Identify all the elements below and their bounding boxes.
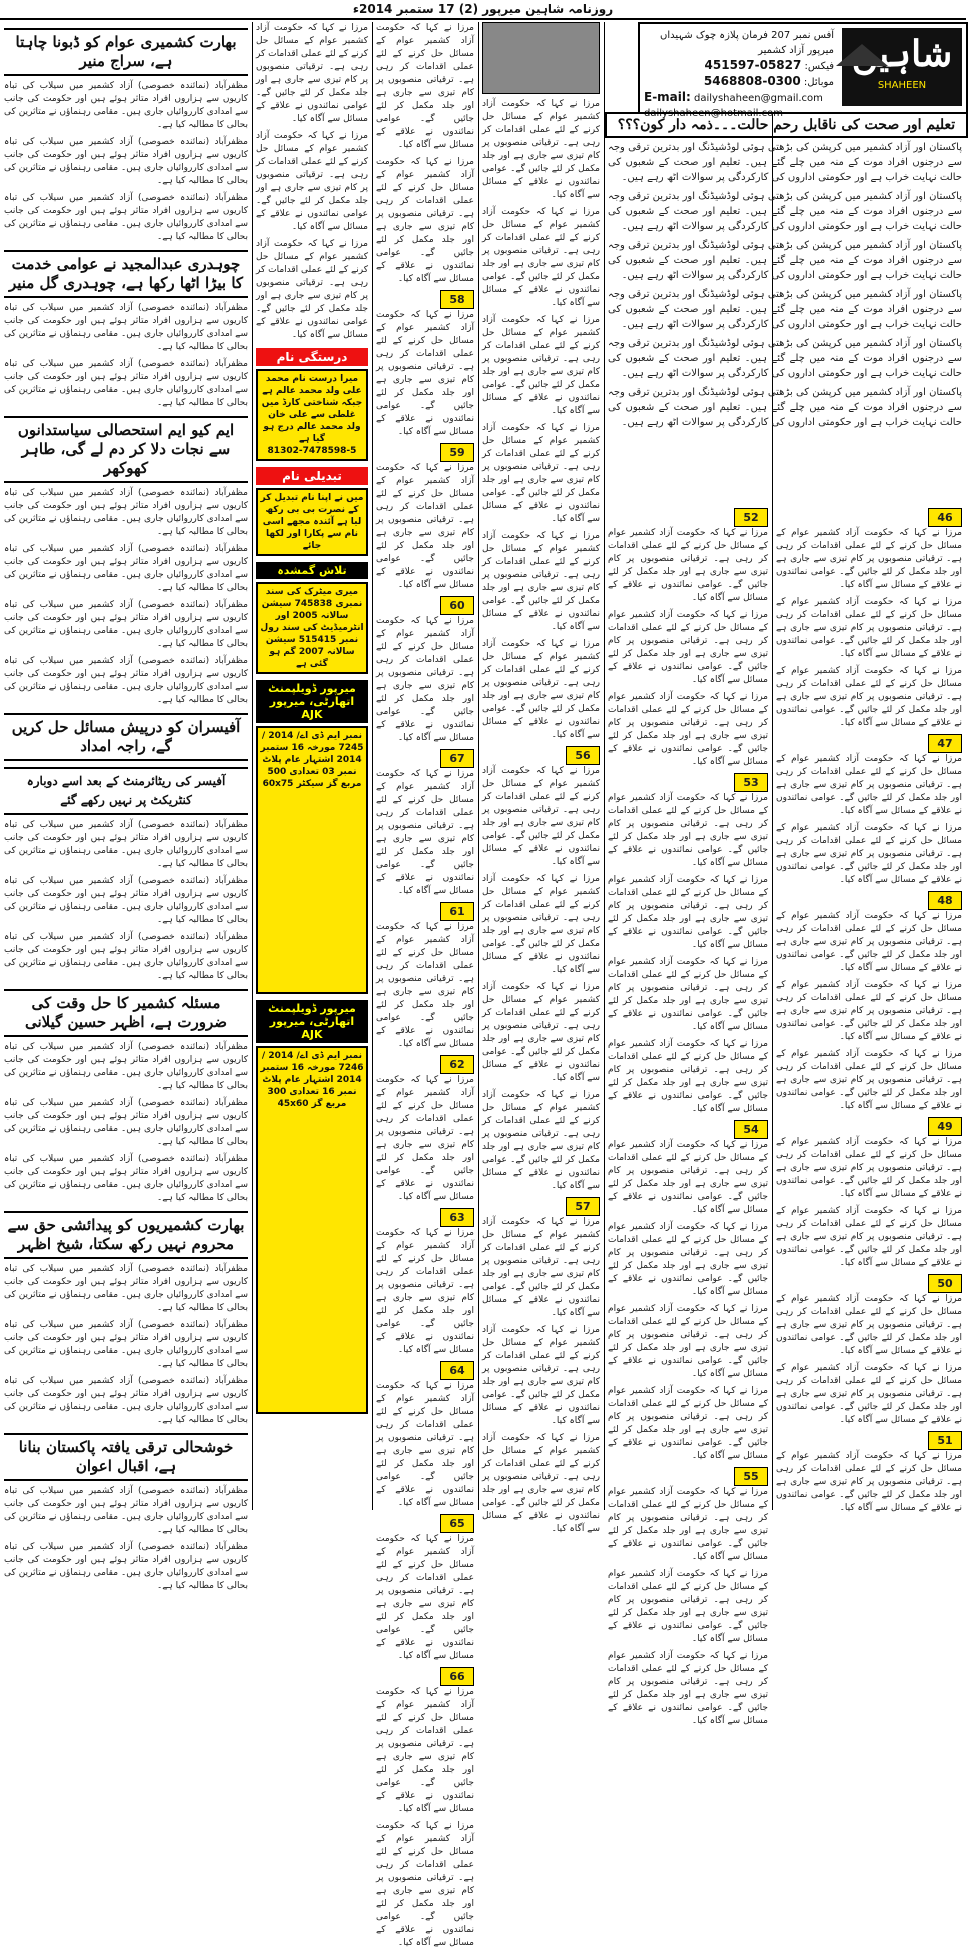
headline: آفیسر کی ریٹائرمنٹ کے بعد اسے دوبارہ کنٹریکٹ پر نہیں رکھے گئے: [4, 767, 248, 815]
article-body: مظفرآباد (نمائندہ خصوصی) آزاد کشمیر میں سیلاب کی تباہ کاریوں سے ہزاروں افراد متاثر ہوئے ہیں اور حکومت کی جانب سے امدادی کارروائیاں جاری ہیں۔ مقامی رہنماؤں نے متاثرین کی بحالی کا مطالبہ کیا ہے۔ مظفرآباد (نمائندہ خصوصی) آزاد کشمیر میں سیلاب کی تباہ کاریوں سے ہزاروں افراد متاثر ہوئے ہیں اور حکومت کی جانب سے امدادی کارروائیاں جاری ہیں۔ مقامی رہنماؤں نے متاثرین کی بحالی کا مطالبہ کیا ہے۔ مظفرآباد (نمائندہ خصوصی) آزاد کشمیر میں سیلاب کی تباہ کاریوں سے ہزاروں افراد متاثر ہوئے ہیں اور حکومت کی جانب سے امدادی کارروائیاں جاری ہیں۔ مقامی رہنماؤں نے متاثرین کی بحالی کا مطالبہ کیا ہے۔: [4, 81, 248, 242]
email-address[interactable]: dailyshaheen@hotmail.com: [644, 108, 783, 119]
article-body: مرزا نے کہا کہ حکومت آزاد کشمیر عوام کے مسائل حل کرنے کے لئے عملی اقدامات کر رہی ہے۔ ترقیاتی منصوبوں پر کام تیزی سے جاری ہے اور جلد مکمل کر لئے جائیں گے۔ عوامی نمائندوں نے علاقے کے مسائل سے آگاہ کیا۔ مرزا نے کہا کہ حکومت آزاد کشمیر عوام کے مسائل حل کرنے کے لئے عملی اقدامات کر رہی ہے۔ ترقیاتی منصوبوں پر کام تیزی سے جاری ہے اور جلد مکمل کر لئے جائیں گے۔ عوامی نمائندوں نے علاقے کے مسائل سے آگاہ کیا۔ 58 مرزا نے کہا کہ حکومت آزاد کشمیر عوام کے مسائل حل کرنے کے لئے عملی اقدامات کر رہی ہے۔ ترقیاتی منصوبوں پر کام تیزی سے جاری ہے اور جلد مکمل کر لئے جائیں گے۔ عوامی نمائندوں نے علاقے کے مسائل سے آگاہ کیا۔ 59 مرزا نے کہا کہ حکومت آزاد کشمیر عوام کے مسائل حل کرنے کے لئے عملی اقدامات کر رہی ہے۔ ترقیاتی منصوبوں پر کام تیزی سے جاری ہے اور جلد مکمل کر لئے جائیں گے۔ عوامی نمائندوں نے علاقے کے مسائل سے آگاہ کیا۔ 60 مرزا نے کہا کہ حکومت آزاد کشمیر عوام کے مسائل حل کرنے کے لئے عملی اقدامات کر رہی ہے۔ ترقیاتی منصوبوں پر کام تیزی سے جاری ہے اور جلد مکمل کر لئے جائیں گے۔ عوامی نمائندوں نے علاقے کے مسائل سے آگاہ کیا۔ 67 مرزا نے کہا کہ حکومت آزاد کشمیر عوام کے مسائل حل کرنے کے لئے عملی اقدامات کر رہی ہے۔ ترقیاتی منصوبوں پر کام تیزی سے جاری ہے اور جلد مکمل کر لئے جائیں گے۔ عوامی نمائندوں نے علاقے کے مسائل سے آگاہ کیا۔ 61 مرزا نے کہا کہ حکومت آزاد کشمیر عوام کے مسائل حل کرنے کے لئے عملی اقدامات کر رہی ہے۔ ترقیاتی منصوبوں پر کام تیزی سے جاری ہے اور جلد مکمل کر لئے جائیں گے۔ عوامی نمائندوں نے علاقے کے مسائل سے آگاہ کیا۔ 62 مرزا نے کہا کہ حکومت آزاد کشمیر عوام کے مسائل حل کرنے کے لئے عملی اقدامات کر رہی ہے۔ ترقیاتی منصوبوں پر کام تیزی سے جاری ہے اور جلد مکمل کر لئے جائیں گے۔ عوامی نمائندوں نے علاقے کے مسائل سے آگاہ کیا۔ 63 مرزا نے کہا کہ حکومت آزاد کشمیر عوام کے مسائل حل کرنے کے لئے عملی اقدامات کر رہی ہے۔ ترقیاتی منصوبوں پر کام تیزی سے جاری ہے اور جلد مکمل کر لئے جائیں گے۔ عوامی نمائندوں نے علاقے کے مسائل سے آگاہ کیا۔ 64 مرزا نے کہا کہ حکومت آزاد کشمیر عوام کے مسائل حل کرنے کے لئے عملی اقدامات کر رہی ہے۔ ترقیاتی منصوبوں پر کام تیزی سے جاری ہے اور جلد مکمل کر لئے جائیں گے۔ عوامی نمائندوں نے علاقے کے مسائل سے آگاہ کیا۔ 65 مرزا نے کہا کہ حکومت آزاد کشمیر عوام کے مسائل حل کرنے کے لئے عملی اقدامات کر رہی ہے۔ ترقیاتی منصوبوں پر کام تیزی سے جاری ہے اور جلد مکمل کر لئے جائیں گے۔ عوامی نمائندوں نے علاقے کے مسائل سے آگاہ کیا۔ 66 مرزا نے کہا کہ حکومت آزاد کشمیر عوام کے مسائل حل کرنے کے لئے عملی اقدامات کر رہی ہے۔ ترقیاتی منصوبوں پر کام تیزی سے جاری ہے اور جلد مکمل کر لئے جائیں گے۔ عوامی نمائندوں نے علاقے کے مسائل سے آگاہ کیا۔ مرزا نے کہا کہ حکومت آزاد کشمیر عوام کے مسائل حل کرنے کے لئے عملی اقدامات کر رہی ہے۔ ترقیاتی منصوبوں پر کام تیزی سے جاری ہے اور جلد مکمل کر لئے جائیں گے۔ عوامی نمائندوں نے علاقے کے مسائل سے آگاہ کیا۔: [376, 23, 474, 1948]
ad-title: میرپور ڈویلپمنٹ اتھارٹی، میرپور AJK: [256, 680, 368, 723]
section-tag: 47: [928, 734, 962, 753]
article-body: مظفرآباد (نمائندہ خصوصی) آزاد کشمیر میں سیلاب کی تباہ کاریوں سے ہزاروں افراد متاثر ہوئے ہیں اور حکومت کی جانب سے امدادی کارروائیاں جاری ہیں۔ مقامی رہنماؤں نے متاثرین کی بحالی کا مطالبہ کیا ہے۔ مظفرآباد (نمائندہ خصوصی) آزاد کشمیر میں سیلاب کی تباہ کاریوں سے ہزاروں افراد متاثر ہوئے ہیں اور حکومت کی جانب سے امدادی کارروائیاں جاری ہیں۔ مقامی رہنماؤں نے متاثرین کی بحالی کا مطالبہ کیا ہے۔: [4, 303, 248, 408]
mda-ad: نمبر ایم ڈی اے/ 2014 / 7246 مورخہ 16 ستمبر 2014 اشتہار عام پلاٹ نمبر 16 تعدادی 300 مربع گز 45x60: [256, 1046, 368, 1414]
section-tag: 60: [440, 596, 474, 615]
headline: چوہدری عبدالمجید نے عوامی خدمت کا بیڑا اٹھا رکھا ہے، چوہدری گل منیر: [4, 250, 248, 298]
news-column: [482, 22, 600, 1534]
article-body: 46 مرزا نے کہا کہ حکومت آزاد کشمیر عوام کے مسائل حل کرنے کے لئے عملی اقدامات کر رہی ہے۔ ترقیاتی منصوبوں پر کام تیزی سے جاری ہے اور جلد مکمل کر لئے جائیں گے۔ عوامی نمائندوں نے علاقے کے مسائل سے آگاہ کیا۔ مرزا نے کہا کہ حکومت آزاد کشمیر عوام کے مسائل حل کرنے کے لئے عملی اقدامات کر رہی ہے۔ ترقیاتی منصوبوں پر کام تیزی سے جاری ہے اور جلد مکمل کر لئے جائیں گے۔ عوامی نمائندوں نے علاقے کے مسائل سے آگاہ کیا۔ مرزا نے کہا کہ حکومت آزاد کشمیر عوام کے مسائل حل کرنے کے لئے عملی اقدامات کر رہی ہے۔ ترقیاتی منصوبوں پر کام تیزی سے جاری ہے اور جلد مکمل کر لئے جائیں گے۔ عوامی نمائندوں نے علاقے کے مسائل سے آگاہ کیا۔ 47 مرزا نے کہا کہ حکومت آزاد کشمیر عوام کے مسائل حل کرنے کے لئے عملی اقدامات کر رہی ہے۔ ترقیاتی منصوبوں پر کام تیزی سے جاری ہے اور جلد مکمل کر لئے جائیں گے۔ عوامی نمائندوں نے علاقے کے مسائل سے آگاہ کیا۔ مرزا نے کہا کہ حکومت آزاد کشمیر عوام کے مسائل حل کرنے کے لئے عملی اقدامات کر رہی ہے۔ ترقیاتی منصوبوں پر کام تیزی سے جاری ہے اور جلد مکمل کر لئے جائیں گے۔ عوامی نمائندوں نے علاقے کے مسائل سے آگاہ کیا۔ 48 مرزا نے کہا کہ حکومت آزاد کشمیر عوام کے مسائل حل کرنے کے لئے عملی اقدامات کر رہی ہے۔ ترقیاتی منصوبوں پر کام تیزی سے جاری ہے اور جلد مکمل کر لئے جائیں گے۔ عوامی نمائندوں نے علاقے کے مسائل سے آگاہ کیا۔ مرزا نے کہا کہ حکومت آزاد کشمیر عوام کے مسائل حل کرنے کے لئے عملی اقدامات کر رہی ہے۔ ترقیاتی منصوبوں پر کام تیزی سے جاری ہے اور جلد مکمل کر لئے جائیں گے۔ عوامی نمائندوں نے علاقے کے مسائل سے آگاہ کیا۔ مرزا نے کہا کہ حکومت آزاد کشمیر عوام کے مسائل حل کرنے کے لئے عملی اقدامات کر رہی ہے۔ ترقیاتی منصوبوں پر کام تیزی سے جاری ہے اور جلد مکمل کر لئے جائیں گے۔ عوامی نمائندوں نے علاقے کے مسائل سے آگاہ کیا۔ 49 مرزا نے کہا کہ حکومت آزاد کشمیر عوام کے مسائل حل کرنے کے لئے عملی اقدامات کر رہی ہے۔ ترقیاتی منصوبوں پر کام تیزی سے جاری ہے اور جلد مکمل کر لئے جائیں گے۔ عوامی نمائندوں نے علاقے کے مسائل سے آگاہ کیا۔ مرزا نے کہا کہ حکومت آزاد کشمیر عوام کے مسائل حل کرنے کے لئے عملی اقدامات کر رہی ہے۔ ترقیاتی منصوبوں پر کام تیزی سے جاری ہے اور جلد مکمل کر لئے جائیں گے۔ عوامی نمائندوں نے علاقے کے مسائل سے آگاہ کیا۔ 50 مرزا نے کہا کہ حکومت آزاد کشمیر عوام کے مسائل حل کرنے کے لئے عملی اقدامات کر رہی ہے۔ ترقیاتی منصوبوں پر کام تیزی سے جاری ہے اور جلد مکمل کر لئے جائیں گے۔ عوامی نمائندوں نے علاقے کے مسائل سے آگاہ کیا۔ مرزا نے کہا کہ حکومت آزاد کشمیر عوام کے مسائل حل کرنے کے لئے عملی اقدامات کر رہی ہے۔ ترقیاتی منصوبوں پر کام تیزی سے جاری ہے اور جلد مکمل کر لئے جائیں گے۔ عوامی نمائندوں نے علاقے کے مسائل سے آگاہ کیا۔ 51 مرزا نے کہا کہ حکومت آزاد کشمیر عوام کے مسائل حل کرنے کے لئے عملی اقدامات کر رہی ہے۔ ترقیاتی منصوبوں پر کام تیزی سے جاری ہے اور جلد مکمل کر لئے جائیں گے۔ عوامی نمائندوں نے علاقے کے مسائل سے آگاہ کیا۔: [776, 508, 962, 1515]
section-tag: 54: [734, 1120, 768, 1139]
cnic-number: 81302-7478598-5: [267, 446, 357, 456]
section-tag: 59: [440, 443, 474, 462]
news-photo: [482, 22, 600, 94]
section-tag: 61: [440, 902, 474, 921]
section-tag: 65: [440, 1514, 474, 1533]
news-column: [608, 508, 768, 1726]
masthead: [638, 22, 968, 119]
ad-title: تلاش گمشدہ: [256, 562, 368, 579]
lost-ad: میری میٹرک کی سند نمبری 745838 سیشن سالانہ 2005 اور انٹرمیڈیٹ کی سند رول نمبر 515415 سیشن سالانہ 2007 گم ہو گئی ہے: [256, 582, 368, 674]
editorial-body: پاکستان اور آزاد کشمیر میں کرپشن کی بڑھتی ہوئی لوڈشیڈنگ اور بدترین ترقی وجہ سے درجنوں افراد موت کے منہ میں چلے گئے ہیں۔ تعلیم اور صحت کے شعبوں کی حالت نہایت خراب ہے اور حکومتی اداروں کی کارکردگی پر سوالات اٹھ رہے ہیں۔ پاکستان اور آزاد کشمیر میں کرپشن کی بڑھتی ہوئی لوڈشیڈنگ اور بدترین ترقی وجہ سے درجنوں افراد موت کے منہ میں چلے گئے ہیں۔ تعلیم اور صحت کے شعبوں کی حالت نہایت خراب ہے اور حکومتی اداروں کی کارکردگی پر سوالات اٹھ رہے ہیں۔ پاکستان اور آزاد کشمیر میں کرپشن کی بڑھتی ہوئی لوڈشیڈنگ اور بدترین ترقی وجہ سے درجنوں افراد موت کے منہ میں چلے گئے ہیں۔ تعلیم اور صحت کے شعبوں کی حالت نہایت خراب ہے اور حکومتی اداروں کی کارکردگی پر سوالات اٹھ رہے ہیں۔ پاکستان اور آزاد کشمیر میں کرپشن کی بڑھتی ہوئی لوڈشیڈنگ اور بدترین ترقی وجہ سے درجنوں افراد موت کے منہ میں چلے گئے ہیں۔ تعلیم اور صحت کے شعبوں کی حالت نہایت خراب ہے اور حکومتی اداروں کی کارکردگی پر سوالات اٹھ رہے ہیں۔ پاکستان اور آزاد کشمیر میں کرپشن کی بڑھتی ہوئی لوڈشیڈنگ اور بدترین ترقی وجہ سے درجنوں افراد موت کے منہ میں چلے گئے ہیں۔ تعلیم اور صحت کے شعبوں کی حالت نہایت خراب ہے اور حکومتی اداروں کی کارکردگی پر سوالات اٹھ رہے ہیں۔ پاکستان اور آزاد کشمیر میں کرپشن کی بڑھتی ہوئی لوڈشیڈنگ اور بدترین ترقی وجہ سے درجنوں افراد موت کے منہ میں چلے گئے ہیں۔ تعلیم اور صحت کے شعبوں کی حالت نہایت خراب ہے اور حکومتی اداروں کی کارکردگی پر سوالات اٹھ رہے ہیں۔: [608, 142, 962, 428]
article-body: مظفرآباد (نمائندہ خصوصی) آزاد کشمیر میں سیلاب کی تباہ کاریوں سے ہزاروں افراد متاثر ہوئے ہیں اور حکومت کی جانب سے امدادی کارروائیاں جاری ہیں۔ مقامی رہنماؤں نے متاثرین کی بحالی کا مطالبہ کیا ہے۔ مظفرآباد (نمائندہ خصوصی) آزاد کشمیر میں سیلاب کی تباہ کاریوں سے ہزاروں افراد متاثر ہوئے ہیں اور حکومت کی جانب سے امدادی کارروائیاں جاری ہیں۔ مقامی رہنماؤں نے متاثرین کی بحالی کا مطالبہ کیا ہے۔ مظفرآباد (نمائندہ خصوصی) آزاد کشمیر میں سیلاب کی تباہ کاریوں سے ہزاروں افراد متاثر ہوئے ہیں اور حکومت کی جانب سے امدادی کارروائیاں جاری ہیں۔ مقامی رہنماؤں نے متاثرین کی بحالی کا مطالبہ کیا ہے۔: [4, 1264, 248, 1425]
section-tag: 63: [440, 1208, 474, 1227]
headline: مسئلہ کشمیر کا حل وقت کی ضرورت ہے، اظہر حسین گیلانی: [4, 989, 248, 1037]
email-address[interactable]: dailyshaheen@gmail.com: [694, 93, 823, 104]
section-tag: 57: [566, 1197, 600, 1216]
article-body: مظفرآباد (نمائندہ خصوصی) آزاد کشمیر میں سیلاب کی تباہ کاریوں سے ہزاروں افراد متاثر ہوئے ہیں اور حکومت کی جانب سے امدادی کارروائیاں جاری ہیں۔ مقامی رہنماؤں نے متاثرین کی بحالی کا مطالبہ کیا ہے۔ مظفرآباد (نمائندہ خصوصی) آزاد کشمیر میں سیلاب کی تباہ کاریوں سے ہزاروں افراد متاثر ہوئے ہیں اور حکومت کی جانب سے امدادی کارروائیاں جاری ہیں۔ مقامی رہنماؤں نے متاثرین کی بحالی کا مطالبہ کیا ہے۔ مظفرآباد (نمائندہ خصوصی) آزاد کشمیر میں سیلاب کی تباہ کاریوں سے ہزاروں افراد متاثر ہوئے ہیں اور حکومت کی جانب سے امدادی کارروائیاں جاری ہیں۔ مقامی رہنماؤں نے متاثرین کی بحالی کا مطالبہ کیا ہے۔ مظفرآباد (نمائندہ خصوصی) آزاد کشمیر میں سیلاب کی تباہ کاریوں سے ہزاروں افراد متاثر ہوئے ہیں اور حکومت کی جانب سے امدادی کارروائیاں جاری ہیں۔ مقامی رہنماؤں نے متاثرین کی بحالی کا مطالبہ کیا ہے۔: [4, 488, 248, 705]
section-tag: 49: [928, 1117, 962, 1136]
column-divider: [478, 22, 479, 1510]
article-body: مرزا نے کہا کہ حکومت آزاد کشمیر عوام کے مسائل حل کرنے کے لئے عملی اقدامات کر رہی ہے۔ ترقیاتی منصوبوں پر کام تیزی سے جاری ہے اور جلد مکمل کر لئے جائیں گے۔ عوامی نمائندوں نے علاقے کے مسائل سے آگاہ کیا۔ مرزا نے کہا کہ حکومت آزاد کشمیر عوام کے مسائل حل کرنے کے لئے عملی اقدامات کر رہی ہے۔ ترقیاتی منصوبوں پر کام تیزی سے جاری ہے اور جلد مکمل کر لئے جائیں گے۔ عوامی نمائندوں نے علاقے کے مسائل سے آگاہ کیا۔ مرزا نے کہا کہ حکومت آزاد کشمیر عوام کے مسائل حل کرنے کے لئے عملی اقدامات کر رہی ہے۔ ترقیاتی منصوبوں پر کام تیزی سے جاری ہے اور جلد مکمل کر لئے جائیں گے۔ عوامی نمائندوں نے علاقے کے مسائل سے آگاہ کیا۔ مرزا نے کہا کہ حکومت آزاد کشمیر عوام کے مسائل حل کرنے کے لئے عملی اقدامات کر رہی ہے۔ ترقیاتی منصوبوں پر کام تیزی سے جاری ہے اور جلد مکمل کر لئے جائیں گے۔ عوامی نمائندوں نے علاقے کے مسائل سے آگاہ کیا۔ مرزا نے کہا کہ حکومت آزاد کشمیر عوام کے مسائل حل کرنے کے لئے عملی اقدامات کر رہی ہے۔ ترقیاتی منصوبوں پر کام تیزی سے جاری ہے اور جلد مکمل کر لئے جائیں گے۔ عوامی نمائندوں نے علاقے کے مسائل سے آگاہ کیا۔ مرزا نے کہا کہ حکومت آزاد کشمیر عوام کے مسائل حل کرنے کے لئے عملی اقدامات کر رہی ہے۔ ترقیاتی منصوبوں پر کام تیزی سے جاری ہے اور جلد مکمل کر لئے جائیں گے۔ عوامی نمائندوں نے علاقے کے مسائل سے آگاہ کیا۔ 56 مرزا نے کہا کہ حکومت آزاد کشمیر عوام کے مسائل حل کرنے کے لئے عملی اقدامات کر رہی ہے۔ ترقیاتی منصوبوں پر کام تیزی سے جاری ہے اور جلد مکمل کر لئے جائیں گے۔ عوامی نمائندوں نے علاقے کے مسائل سے آگاہ کیا۔ مرزا نے کہا کہ حکومت آزاد کشمیر عوام کے مسائل حل کرنے کے لئے عملی اقدامات کر رہی ہے۔ ترقیاتی منصوبوں پر کام تیزی سے جاری ہے اور جلد مکمل کر لئے جائیں گے۔ عوامی نمائندوں نے علاقے کے مسائل سے آگاہ کیا۔ مرزا نے کہا کہ حکومت آزاد کشمیر عوام کے مسائل حل کرنے کے لئے عملی اقدامات کر رہی ہے۔ ترقیاتی منصوبوں پر کام تیزی سے جاری ہے اور جلد مکمل کر لئے جائیں گے۔ عوامی نمائندوں نے علاقے کے مسائل سے آگاہ کیا۔ مرزا نے کہا کہ حکومت آزاد کشمیر عوام کے مسائل حل کرنے کے لئے عملی اقدامات کر رہی ہے۔ ترقیاتی منصوبوں پر کام تیزی سے جاری ہے اور جلد مکمل کر لئے جائیں گے۔ عوامی نمائندوں نے علاقے کے مسائل سے آگاہ کیا۔ 57 مرزا نے کہا کہ حکومت آزاد کشمیر عوام کے مسائل حل کرنے کے لئے عملی اقدامات کر رہی ہے۔ ترقیاتی منصوبوں پر کام تیزی سے جاری ہے اور جلد مکمل کر لئے جائیں گے۔ عوامی نمائندوں نے علاقے کے مسائل سے آگاہ کیا۔ مرزا نے کہا کہ حکومت آزاد کشمیر عوام کے مسائل حل کرنے کے لئے عملی اقدامات کر رہی ہے۔ ترقیاتی منصوبوں پر کام تیزی سے جاری ہے اور جلد مکمل کر لئے جائیں گے۔ عوامی نمائندوں نے علاقے کے مسائل سے آگاہ کیا۔ مرزا نے کہا کہ حکومت آزاد کشمیر عوام کے مسائل حل کرنے کے لئے عملی اقدامات کر رہی ہے۔ ترقیاتی منصوبوں پر کام تیزی سے جاری ہے اور جلد مکمل کر لئے جائیں گے۔ عوامی نمائندوں نے علاقے کے مسائل سے آگاہ کیا۔: [482, 22, 600, 1536]
newspaper-logo: شاہین SHAHEEN: [842, 28, 962, 106]
ads-column: [256, 22, 368, 1510]
fax-number: 05827-451597: [704, 58, 802, 72]
headline: بھارت کشمیریوں کو پیدائشی حق سے محروم نہیں رکھ سکتا، شیخ اظہر: [4, 1211, 248, 1259]
section-tag: 51: [928, 1431, 962, 1450]
section-tag: 53: [734, 773, 768, 792]
headline: آفیسران کو درپیش مسائل حل کریں گے، راجہ امداد: [4, 713, 248, 761]
eagle-icon: [836, 44, 888, 66]
left-news-column: [4, 22, 248, 1591]
article-body: مرزا نے کہا کہ حکومت آزاد کشمیر عوام کے مسائل حل کرنے کے لئے عملی اقدامات کر رہی ہے۔ ترقیاتی منصوبوں پر کام تیزی سے جاری ہے اور جلد مکمل کر لئے جائیں گے۔ عوامی نمائندوں نے علاقے کے مسائل سے آگاہ کیا۔ مرزا نے کہا کہ حکومت آزاد کشمیر عوام کے مسائل حل کرنے کے لئے عملی اقدامات کر رہی ہے۔ ترقیاتی منصوبوں پر کام تیزی سے جاری ہے اور جلد مکمل کر لئے جائیں گے۔ عوامی نمائندوں نے علاقے کے مسائل سے آگاہ کیا۔ مرزا نے کہا کہ حکومت آزاد کشمیر عوام کے مسائل حل کرنے کے لئے عملی اقدامات کر رہی ہے۔ ترقیاتی منصوبوں پر کام تیزی سے جاری ہے اور جلد مکمل کر لئے جائیں گے۔ عوامی نمائندوں نے علاقے کے مسائل سے آگاہ کیا۔: [256, 23, 368, 340]
ad-title: میرپور ڈویلپمنٹ اتھارٹی، میرپور AJK: [256, 1000, 368, 1043]
article-body: مظفرآباد (نمائندہ خصوصی) آزاد کشمیر میں سیلاب کی تباہ کاریوں سے ہزاروں افراد متاثر ہوئے ہیں اور حکومت کی جانب سے امدادی کارروائیاں جاری ہیں۔ مقامی رہنماؤں نے متاثرین کی بحالی کا مطالبہ کیا ہے۔ مظفرآباد (نمائندہ خصوصی) آزاد کشمیر میں سیلاب کی تباہ کاریوں سے ہزاروں افراد متاثر ہوئے ہیں اور حکومت کی جانب سے امدادی کارروائیاں جاری ہیں۔ مقامی رہنماؤں نے متاثرین کی بحالی کا مطالبہ کیا ہے۔ مظفرآباد (نمائندہ خصوصی) آزاد کشمیر میں سیلاب کی تباہ کاریوں سے ہزاروں افراد متاثر ہوئے ہیں اور حکومت کی جانب سے امدادی کارروائیاں جاری ہیں۔ مقامی رہنماؤں نے متاثرین کی بحالی کا مطالبہ کیا ہے۔: [4, 820, 248, 981]
column-divider: [372, 22, 373, 1510]
section-tag: 52: [734, 508, 768, 527]
ad-title: تبدیلی نام: [256, 467, 368, 485]
headline: خوشحالی ترقی یافتہ پاکستان بنانا ہے، اقبال اعوان: [4, 1433, 248, 1481]
article-body: 52 مرزا نے کہا کہ حکومت آزاد کشمیر عوام کے مسائل حل کرنے کے لئے عملی اقدامات کر رہی ہے۔ ترقیاتی منصوبوں پر کام تیزی سے جاری ہے اور جلد مکمل کر لئے جائیں گے۔ عوامی نمائندوں نے علاقے کے مسائل سے آگاہ کیا۔ مرزا نے کہا کہ حکومت آزاد کشمیر عوام کے مسائل حل کرنے کے لئے عملی اقدامات کر رہی ہے۔ ترقیاتی منصوبوں پر کام تیزی سے جاری ہے اور جلد مکمل کر لئے جائیں گے۔ عوامی نمائندوں نے علاقے کے مسائل سے آگاہ کیا۔ مرزا نے کہا کہ حکومت آزاد کشمیر عوام کے مسائل حل کرنے کے لئے عملی اقدامات کر رہی ہے۔ ترقیاتی منصوبوں پر کام تیزی سے جاری ہے اور جلد مکمل کر لئے جائیں گے۔ عوامی نمائندوں نے علاقے کے مسائل سے آگاہ کیا۔ 53 مرزا نے کہا کہ حکومت آزاد کشمیر عوام کے مسائل حل کرنے کے لئے عملی اقدامات کر رہی ہے۔ ترقیاتی منصوبوں پر کام تیزی سے جاری ہے اور جلد مکمل کر لئے جائیں گے۔ عوامی نمائندوں نے علاقے کے مسائل سے آگاہ کیا۔ مرزا نے کہا کہ حکومت آزاد کشمیر عوام کے مسائل حل کرنے کے لئے عملی اقدامات کر رہی ہے۔ ترقیاتی منصوبوں پر کام تیزی سے جاری ہے اور جلد مکمل کر لئے جائیں گے۔ عوامی نمائندوں نے علاقے کے مسائل سے آگاہ کیا۔ مرزا نے کہا کہ حکومت آزاد کشمیر عوام کے مسائل حل کرنے کے لئے عملی اقدامات کر رہی ہے۔ ترقیاتی منصوبوں پر کام تیزی سے جاری ہے اور جلد مکمل کر لئے جائیں گے۔ عوامی نمائندوں نے علاقے کے مسائل سے آگاہ کیا۔ مرزا نے کہا کہ حکومت آزاد کشمیر عوام کے مسائل حل کرنے کے لئے عملی اقدامات کر رہی ہے۔ ترقیاتی منصوبوں پر کام تیزی سے جاری ہے اور جلد مکمل کر لئے جائیں گے۔ عوامی نمائندوں نے علاقے کے مسائل سے آگاہ کیا۔ 54 مرزا نے کہا کہ حکومت آزاد کشمیر عوام کے مسائل حل کرنے کے لئے عملی اقدامات کر رہی ہے۔ ترقیاتی منصوبوں پر کام تیزی سے جاری ہے اور جلد مکمل کر لئے جائیں گے۔ عوامی نمائندوں نے علاقے کے مسائل سے آگاہ کیا۔ مرزا نے کہا کہ حکومت آزاد کشمیر عوام کے مسائل حل کرنے کے لئے عملی اقدامات کر رہی ہے۔ ترقیاتی منصوبوں پر کام تیزی سے جاری ہے اور جلد مکمل کر لئے جائیں گے۔ عوامی نمائندوں نے علاقے کے مسائل سے آگاہ کیا۔ مرزا نے کہا کہ حکومت آزاد کشمیر عوام کے مسائل حل کرنے کے لئے عملی اقدامات کر رہی ہے۔ ترقیاتی منصوبوں پر کام تیزی سے جاری ہے اور جلد مکمل کر لئے جائیں گے۔ عوامی نمائندوں نے علاقے کے مسائل سے آگاہ کیا۔ مرزا نے کہا کہ حکومت آزاد کشمیر عوام کے مسائل حل کرنے کے لئے عملی اقدامات کر رہی ہے۔ ترقیاتی منصوبوں پر کام تیزی سے جاری ہے اور جلد مکمل کر لئے جائیں گے۔ عوامی نمائندوں نے علاقے کے مسائل سے آگاہ کیا۔ 55 مرزا نے کہا کہ حکومت آزاد کشمیر عوام کے مسائل حل کرنے کے لئے عملی اقدامات کر رہی ہے۔ ترقیاتی منصوبوں پر کام تیزی سے جاری ہے اور جلد مکمل کر لئے جائیں گے۔ عوامی نمائندوں نے علاقے کے مسائل سے آگاہ کیا۔ مرزا نے کہا کہ حکومت آزاد کشمیر عوام کے مسائل حل کرنے کے لئے عملی اقدامات کر رہی ہے۔ ترقیاتی منصوبوں پر کام تیزی سے جاری ہے اور جلد مکمل کر لئے جائیں گے۔ عوامی نمائندوں نے علاقے کے مسائل سے آگاہ کیا۔ مرزا نے کہا کہ حکومت آزاد کشمیر عوام کے مسائل حل کرنے کے لئے عملی اقدامات کر رہی ہے۔ ترقیاتی منصوبوں پر کام تیزی سے جاری ہے اور جلد مکمل کر لئے جائیں گے۔ عوامی نمائندوں نے علاقے کے مسائل سے آگاہ کیا۔: [608, 508, 768, 1728]
section-tag: 66: [440, 1667, 474, 1686]
section-tag: 64: [440, 1361, 474, 1380]
section-tag: 46: [928, 508, 962, 527]
contact-info: آفس نمبر 207 فرمان پلازہ چوک شہیداں میرپور آزاد کشمیر فیکس: 05827-451597 موبائل: 0300-5468808 E-mail: dailyshaheen@gmail.com dailyshaheen@hotmail.com: [644, 30, 834, 119]
column-divider: [604, 22, 605, 1510]
column-divider: [252, 22, 253, 1510]
news-column: [776, 508, 962, 1513]
news-column: [376, 22, 474, 1948]
article-body: مظفرآباد (نمائندہ خصوصی) آزاد کشمیر میں سیلاب کی تباہ کاریوں سے ہزاروں افراد متاثر ہوئے ہیں اور حکومت کی جانب سے امدادی کارروائیاں جاری ہیں۔ مقامی رہنماؤں نے متاثرین کی بحالی کا مطالبہ کیا ہے۔ مظفرآباد (نمائندہ خصوصی) آزاد کشمیر میں سیلاب کی تباہ کاریوں سے ہزاروں افراد متاثر ہوئے ہیں اور حکومت کی جانب سے امدادی کارروائیاں جاری ہیں۔ مقامی رہنماؤں نے متاثرین کی بحالی کا مطالبہ کیا ہے۔ مظفرآباد (نمائندہ خصوصی) آزاد کشمیر میں سیلاب کی تباہ کاریوں سے ہزاروں افراد متاثر ہوئے ہیں اور حکومت کی جانب سے امدادی کارروائیاں جاری ہیں۔ مقامی رہنماؤں نے متاثرین کی بحالی کا مطالبہ کیا ہے۔: [4, 1042, 248, 1203]
section-tag: 62: [440, 1055, 474, 1074]
ad-title: درستگی نام: [256, 348, 368, 366]
mda-ad: نمبر ایم ڈی اے/ 2014 / 7245 مورخہ 16 ستمبر 2014 اشتہار عام پلاٹ نمبر 03 تعدادی 500 مربع گز سیکٹر 60x75: [256, 726, 368, 994]
section-tag: 50: [928, 1274, 962, 1293]
mobile-number: 0300-5468808: [703, 74, 801, 88]
section-tag: 56: [566, 746, 600, 765]
name-transfer-ad: میں نے اپنا نام تبدیل کر کے نصرت بی بی رکھ لیا ہے آئندہ مجھے اسی نام سے پکارا اور لکھا جائے: [256, 488, 368, 556]
headline: بھارت کشمیری عوام کو ڈبونا چاہتا ہے، سراج منیر: [4, 28, 248, 76]
section-tag: 67: [440, 749, 474, 768]
name-change-ad: میرا درست نام محمد علی ولد محمد عالم ہے جبکہ شناختی کارڈ میں غلطی سے علی خان ولد محمد عالم درج ہو گیا ہے 81302-7478598-5: [256, 369, 368, 461]
editorial-title: تعلیم اور صحت کی ناقابل رحم حالت۔۔۔ذمہ دار کون؟؟؟: [605, 112, 968, 138]
headline: ایم کیو ایم استحصالی سیاستدانوں سے نجات دلا کر دم لے گی، طاہر کھوکھر: [4, 416, 248, 483]
section-tag: 55: [734, 1467, 768, 1486]
section-tag: 58: [440, 290, 474, 309]
section-tag: 48: [928, 891, 962, 910]
page-header: روزنامہ شاہین میرپور (2) 17 ستمبر 2014ء: [0, 0, 966, 20]
article-body: مظفرآباد (نمائندہ خصوصی) آزاد کشمیر میں سیلاب کی تباہ کاریوں سے ہزاروں افراد متاثر ہوئے ہیں اور حکومت کی جانب سے امدادی کارروائیاں جاری ہیں۔ مقامی رہنماؤں نے متاثرین کی بحالی کا مطالبہ کیا ہے۔ مظفرآباد (نمائندہ خصوصی) آزاد کشمیر میں سیلاب کی تباہ کاریوں سے ہزاروں افراد متاثر ہوئے ہیں اور حکومت کی جانب سے امدادی کارروائیاں جاری ہیں۔ مقامی رہنماؤں نے متاثرین کی بحالی کا مطالبہ کیا ہے۔: [4, 1486, 248, 1591]
